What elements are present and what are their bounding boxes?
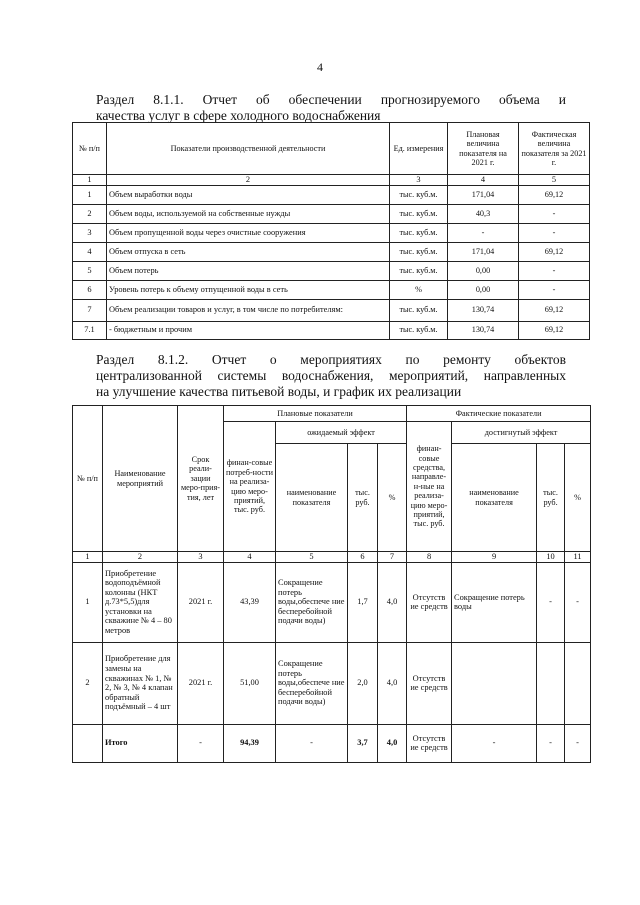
row-unit: тыс. куб.м. <box>390 321 448 339</box>
row-fact: 69,12 <box>519 299 590 321</box>
total-eff-pct: 4,0 <box>378 724 407 762</box>
col-header-plan-eff-name: наименование показателя <box>276 444 348 552</box>
row-fin: 51,00 <box>224 642 276 724</box>
row-name: Объем потерь <box>107 261 390 280</box>
col-header-fact-eff-name: наименование показателя <box>452 444 537 552</box>
col-number: 1 <box>73 552 103 563</box>
col-number: 2 <box>103 552 178 563</box>
row-unit: тыс. куб.м. <box>390 204 448 223</box>
row-eff-pct: 4,0 <box>378 562 407 642</box>
row-fact-pct <box>565 642 591 724</box>
row-fact: - <box>519 223 590 242</box>
heading-line: Раздел 8.1.2. Отчет о мероприятиях по ремонту объектов <box>96 352 566 367</box>
col-header-indicator: Показатели производственной деятельности <box>107 123 390 175</box>
row-num: 7.1 <box>73 321 107 339</box>
row-num: 6 <box>73 280 107 299</box>
row-unit: тыс. куб.м. <box>390 261 448 280</box>
col-number: 6 <box>348 552 378 563</box>
total-fin: 94,39 <box>224 724 276 762</box>
total-fact-eff-name: - <box>452 724 537 762</box>
col-header-actual: Фактическая величина показателя за 2021 г. <box>519 123 590 175</box>
row-eff-pct: 4,0 <box>378 642 407 724</box>
row-plan: 0,00 <box>448 261 519 280</box>
row-fact-fin: Отсутств ие средств <box>407 562 452 642</box>
table-row <box>73 204 590 223</box>
row-plan: 40,3 <box>448 204 519 223</box>
col-number: 3 <box>390 175 448 186</box>
row-unit: тыс. куб.м. <box>390 223 448 242</box>
table-row <box>73 299 590 321</box>
col-header-fact-fin: финан-совые средства, направле-н-ные на реализа-цию меро-приятий, тыс. руб. <box>407 422 452 552</box>
row-num: 7 <box>73 299 107 321</box>
table-row <box>73 321 590 339</box>
column-number-row <box>73 175 590 186</box>
col-number: 11 <box>565 552 591 563</box>
table-row <box>73 223 590 242</box>
row-unit: % <box>390 280 448 299</box>
row-fact-eff-name <box>452 642 537 724</box>
col-number: 3 <box>178 552 224 563</box>
col-header-num: № п/п <box>73 123 107 175</box>
col-number: 8 <box>407 552 452 563</box>
col-header-name: Наименование мероприятий <box>103 406 178 552</box>
row-fact-fin: Отсутств ие средств <box>407 642 452 724</box>
col-header-unit: Ед. измерения <box>390 123 448 175</box>
section-8-1-1-heading <box>96 92 566 124</box>
col-header-plan-group: Плановые показатели <box>224 406 407 422</box>
row-plan: 130,74 <box>448 299 519 321</box>
row-eff-name: Сокращение потерь воды,обеспече ние бесперебойной подачи воды) <box>276 642 348 724</box>
col-number: 4 <box>224 552 276 563</box>
row-fact: 69,12 <box>519 321 590 339</box>
row-fact: 69,12 <box>519 242 590 261</box>
row-fact-rub: - <box>537 562 565 642</box>
row-fact: 69,12 <box>519 185 590 204</box>
total-eff-rub: 3,7 <box>348 724 378 762</box>
row-num: 1 <box>73 562 103 642</box>
total-fact-fin: Отсутств ие средств <box>407 724 452 762</box>
col-header-num: № п/п <box>73 406 103 552</box>
col-number: 10 <box>537 552 565 563</box>
row-term: 2021 г. <box>178 642 224 724</box>
total-fact-rub: - <box>537 724 565 762</box>
row-name: Объем воды, используемой на собственные нужды <box>107 204 390 223</box>
row-plan: 171,04 <box>448 242 519 261</box>
row-name: Объем отпуска в сеть <box>107 242 390 261</box>
col-number: 9 <box>452 552 537 563</box>
repair-measures-table <box>72 405 591 763</box>
table-row <box>73 280 590 299</box>
total-label: Итого <box>103 724 178 762</box>
section-8-1-2-heading <box>96 352 566 400</box>
row-num: 1 <box>73 185 107 204</box>
table-header-row <box>73 123 590 175</box>
row-name: Приобретение для замены на скважинах № 1, № 2, № 3, № 4 клапан обратный подъёмный – 4 шт <box>103 642 178 724</box>
col-header-fact-effect: достигнутый эффект <box>452 422 591 444</box>
row-fact-eff-name: Сокращение потерь воды <box>452 562 537 642</box>
row-unit: тыс. куб.м. <box>390 242 448 261</box>
total-term: - <box>178 724 224 762</box>
col-header-term: Срок реали-зации меро-прия-тия, лет <box>178 406 224 552</box>
col-number: 4 <box>448 175 519 186</box>
row-eff-rub: 2,0 <box>348 642 378 724</box>
col-header-fact-eff-rub: тыс. руб. <box>537 444 565 552</box>
col-header-plan-eff-pct: % <box>378 444 407 552</box>
row-num: 2 <box>73 204 107 223</box>
row-plan: 130,74 <box>448 321 519 339</box>
table-total-row <box>73 724 591 762</box>
row-eff-rub: 1,7 <box>348 562 378 642</box>
row-plan: - <box>448 223 519 242</box>
row-name: Объем выработки воды <box>107 185 390 204</box>
total-eff-name: - <box>276 724 348 762</box>
row-eff-name: Сокращение потерь воды,обеспече ние бесперебойной подачи воды) <box>276 562 348 642</box>
row-fin: 43,39 <box>224 562 276 642</box>
heading-line: качества услуг в сфере холодного водоснабжения <box>96 108 381 123</box>
production-indicators-table <box>72 122 590 340</box>
table-row <box>73 185 590 204</box>
row-name: Объем пропущенной воды через очистные сооружения <box>107 223 390 242</box>
table-row <box>73 261 590 280</box>
row-term: 2021 г. <box>178 562 224 642</box>
total-num <box>73 724 103 762</box>
row-fact: - <box>519 261 590 280</box>
row-num: 2 <box>73 642 103 724</box>
row-name: - бюджетным и прочим <box>107 321 390 339</box>
row-fact-rub <box>537 642 565 724</box>
row-unit: тыс. куб.м. <box>390 299 448 321</box>
col-header-plan-effect: ожидаемый эффект <box>276 422 407 444</box>
col-header-fact-group: Фактические показатели <box>407 406 591 422</box>
table-row <box>73 562 591 642</box>
table-row <box>73 642 591 724</box>
row-fact: - <box>519 204 590 223</box>
row-name: Уровень потерь к объему отпущенной воды в сеть <box>107 280 390 299</box>
page-number: 4 <box>317 60 323 74</box>
total-fact-pct: - <box>565 724 591 762</box>
heading-line: централизованной системы водоснабжения, мероприятий, направленных <box>96 368 566 383</box>
heading-line: Раздел 8.1.1. Отчет об обеспечении прогнозируемого объема и <box>96 92 566 107</box>
row-num: 3 <box>73 223 107 242</box>
row-num: 5 <box>73 261 107 280</box>
col-number: 5 <box>519 175 590 186</box>
table-row <box>73 242 590 261</box>
row-plan: 171,04 <box>448 185 519 204</box>
col-header-fact-eff-pct: % <box>565 444 591 552</box>
row-plan: 0,00 <box>448 280 519 299</box>
col-number: 2 <box>107 175 390 186</box>
col-number: 1 <box>73 175 107 186</box>
row-fact-pct: - <box>565 562 591 642</box>
heading-line: на улучшение качества питьевой воды, и график их реализации <box>96 384 462 399</box>
table-header-row <box>73 406 591 422</box>
col-header-plan-eff-rub: тыс. руб. <box>348 444 378 552</box>
row-name: Приобретение водоподъёмной колонны (НКТ д.73*5,5)для установки на скважине № 4 – 80 метров <box>103 562 178 642</box>
row-fact: - <box>519 280 590 299</box>
column-number-row <box>73 552 591 563</box>
col-header-plan-fin: финан-совые потреб-ности на реализа-цию меро-приятий, тыс. руб. <box>224 422 276 552</box>
row-unit: тыс. куб.м. <box>390 185 448 204</box>
col-number: 7 <box>378 552 407 563</box>
row-name: Объем реализации товаров и услуг, в том числе по потребителям: <box>107 299 390 321</box>
row-num: 4 <box>73 242 107 261</box>
col-header-planned: Плановая величина показателя на 2021 г. <box>448 123 519 175</box>
col-number: 5 <box>276 552 348 563</box>
